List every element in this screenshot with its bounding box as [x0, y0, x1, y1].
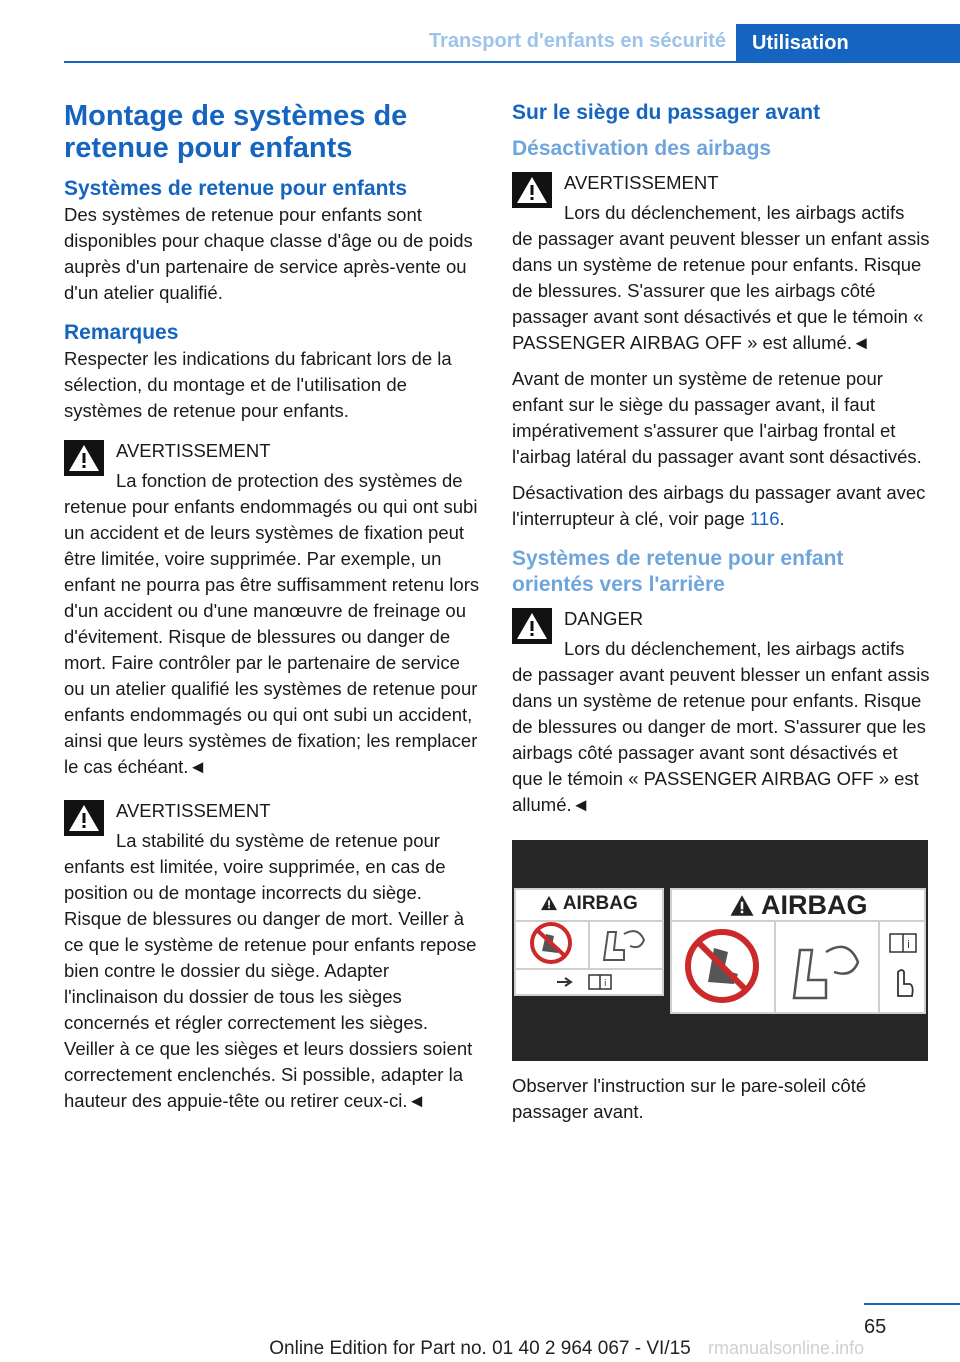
- paragraph-avant-monter: Avant de monter un système de retenue pour enfant sur le siège du passager avant, il faut impérativement s'assurer que l'airbag frontal et l'airbag latéral du passager avant sont désactivés.: [512, 368, 922, 467]
- svg-text:i: i: [604, 979, 607, 989]
- warning-block-1: [64, 434, 480, 780]
- warning-triangle-icon: [64, 800, 104, 836]
- airbag-label-small: [514, 888, 664, 996]
- left-column: [64, 100, 480, 1114]
- warning-title: AVERTISSEMENT: [116, 440, 271, 461]
- svg-text:i: i: [907, 938, 911, 951]
- section-title-montage: Montage de systèmes de retenue pour enfants: [64, 100, 408, 164]
- manual-reference-icon: [880, 922, 924, 1010]
- heading-remarques: Remarques: [64, 321, 179, 344]
- heading-orientes-arriere: Systèmes de retenue pour enfant orientés vers l'arrière: [512, 547, 844, 596]
- header-rule: [64, 61, 960, 63]
- no-child-seat-icon: [516, 920, 586, 966]
- airbag-label-large: [670, 888, 926, 1014]
- airbag-label-figure: [512, 840, 928, 1061]
- header-chapter-tab: Utilisation: [736, 24, 960, 63]
- warning-block-2: [64, 794, 480, 1114]
- online-edition-note: Online Edition for Part no. 01 40 2 964 067 - VI/15: [269, 1338, 691, 1359]
- no-child-seat-icon: [672, 922, 772, 1010]
- warning-triangle-icon: [512, 608, 552, 644]
- paragraph-interrupteur-cle: Désactivation des airbags du passager avant avec l'interrupteur à clé, voir page 116.: [512, 482, 926, 529]
- warning-triangle-icon: [512, 172, 552, 208]
- warning-triangle-icon: [64, 440, 104, 476]
- warning-triangle-icon: [540, 895, 558, 911]
- heading-siege-passager: Sur le siège du passager avant: [512, 101, 821, 124]
- danger-block: [512, 602, 930, 818]
- header-section-title: Transport d'enfants en sécurité: [428, 30, 726, 52]
- warning-title: AVERTISSEMENT: [116, 800, 271, 821]
- warning-triangle-icon: [729, 894, 755, 917]
- airbag-label-title: AIRBAG: [562, 893, 638, 914]
- airbag-deploy-icon: [776, 922, 876, 1010]
- heading-desactivation: Désactivation des airbags: [512, 137, 772, 160]
- danger-text: Lors du déclenchement, les airbags actifs de passager avant peuvent blesser un enfant assis dans un système de retenue pour enfants. Risque de blessures ou danger de mort. S'assurer que les airbags côté passager avant sont désactivés et que le témoin « PASSENGER AIRBAG OFF » est allumé.◄: [512, 638, 930, 815]
- danger-title: DANGER: [564, 608, 644, 629]
- watermark: rmanualsonline.info: [708, 1338, 865, 1358]
- airbag-label-title: AIRBAG: [761, 890, 868, 920]
- paragraph-observer: Observer l'instruction sur le pare-soleil côté passager avant.: [512, 1075, 867, 1122]
- warning-text: Lors du déclenchement, les airbags actifs de passager avant peuvent blesser un enfant assis dans un système de retenue pour enfants. Risque de blessures. S'assurer que les airbags côté passager avant sont désactivés et que le témoin « PASSENGER AIRBAG OFF » est allumé.◄: [512, 202, 930, 353]
- heading-systemes: Systèmes de retenue pour enfants: [64, 177, 408, 200]
- airbag-deploy-icon: [590, 920, 660, 966]
- footer-rule: [864, 1303, 960, 1305]
- paragraph-remarques: Respecter les indications du fabricant lors de la sélection, du montage et de l'utilisation de systèmes de retenue pour enfants.: [64, 348, 452, 421]
- page-number: 65: [864, 1316, 887, 1338]
- warning-title: AVERTISSEMENT: [564, 172, 719, 193]
- warning-text: La stabilité du système de retenue pour enfants est limitée, voire supprimée, en cas de position ou de montage incorrects du siège. Risque de blessures ou danger de mort. Veiller à ce que le système de retenue pour enfants repose bien contre le dossier du siège. Adapter l'inclinaison du dossier de tous les sièges concernés et régler correctement les sièges. Veiller à ce que les sièges et leurs dossiers soient correctement enclenchés. Si possible, adapter la hauteur des appuie-tête ou retirer ceux-ci.◄: [64, 830, 477, 1111]
- right-column: [512, 100, 930, 1125]
- warning-text: La fonction de protection des systèmes de retenue pour enfants endommagés ou qui ont subi un accident et de leurs systèmes de fixation peut être limitée, voire supprimée. Par exemple, un enfant ne pourra pas être suffisamment retenu lors d'un accident ou d'une manœuvre de freinage ou d'évitement. Risque de blessures ou danger de mort. Faire contrôler par le partenaire de service ou un atelier qualifié les systèmes de retenue pour enfants endommagés ou qui ont subi un accident, ainsi que leurs systèmes de fixation; les remplacer le cas échéant.◄: [64, 470, 480, 777]
- manual-reference-icon: [549, 970, 629, 994]
- page-reference-link[interactable]: 116: [750, 508, 780, 529]
- warning-block-3: [512, 166, 930, 356]
- paragraph-systemes: Des systèmes de retenue pour enfants sont disponibles pour chaque classe d'âge ou de poids auprès d'un partenaire de service après-vente ou d'un atelier qualifié.: [64, 204, 473, 303]
